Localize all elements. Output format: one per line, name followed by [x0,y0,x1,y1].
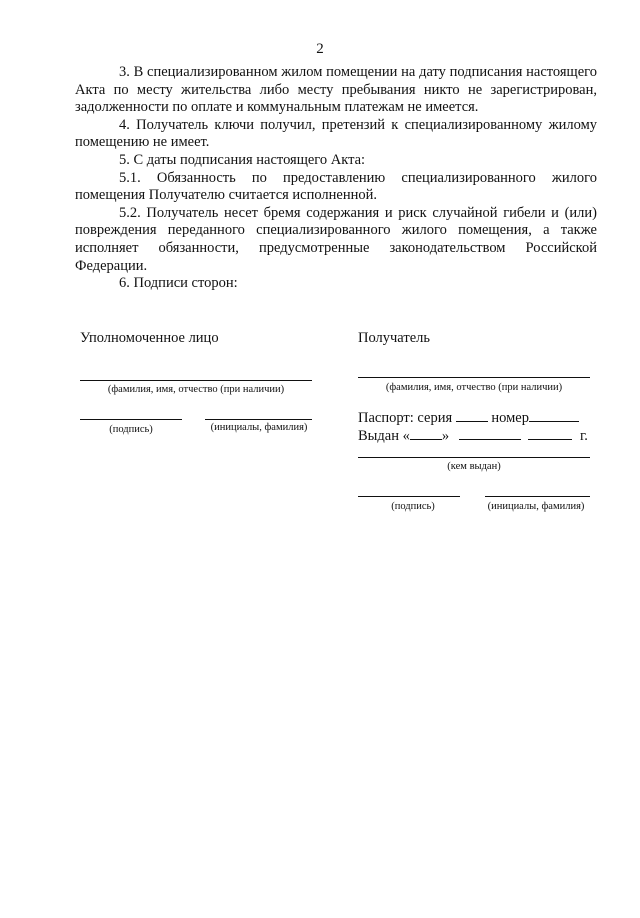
issued-month-blank [459,427,521,440]
authorized-fio-line [80,380,312,381]
page-number: 2 [316,41,324,57]
recipient-signature-caption: (подпись) [391,501,435,512]
recipient-initials-caption: (инициалы, фамилия) [487,501,585,512]
recipient-fio-line [358,377,590,378]
issued-by-line [358,457,590,458]
paragraph-4: 4. Получатель ключи получил, претензий к специализированному жилому помещению не имеет. [75,116,597,151]
paragraph-5: 5. С даты подписания настоящего Акта: [119,151,366,168]
authorized-initials-line [205,419,312,420]
passport-series-blank [456,409,488,422]
recipient-fio-caption: (фамилия, имя, отчество (при наличии) [385,382,563,393]
paragraph-6: 6. Подписи сторон: [119,275,238,292]
act-body [75,64,597,293]
issued-year-blank [528,427,572,440]
authorized-initials-caption: (инициалы, фамилия) [210,422,308,433]
authorized-signature-line [80,419,182,420]
issued-label: Выдан « [358,428,410,444]
passport-number-blank [529,409,579,422]
passport-number-label: номер [491,410,529,426]
paragraph-5-1: 5.1. Обязанность по предоставлению специализированного жилого помещения Получателю считается исполненной. [75,169,597,204]
issued-row [358,427,588,445]
recipient-signature-line [358,496,460,497]
issued-by-caption: (кем выдан) [447,461,501,472]
authorized-signature-caption: (подпись) [109,424,153,435]
passport-series-label: Паспорт: серия [358,410,453,426]
recipient-initials-line [485,496,590,497]
issued-day-blank [410,427,442,440]
authorized-person-title: Уполномоченное лицо [80,330,219,346]
paragraph-5-2: 5.2. Получатель несет бремя содержания и риск случайной гибели и (или) повреждения переданного специализированного жилого помещения, а также исполняет обязанности, предусмотренные законодательством Российской Федерации. [75,204,597,274]
issued-quote-close: » [441,428,450,444]
authorized-fio-caption: (фамилия, имя, отчество (при наличии) [107,384,285,395]
recipient-title: Получатель [358,330,430,346]
paragraph-3: 3. В специализированном жилом помещении на дату подписания настоящего Акта по месту жительства либо месту пребывания никто не зарегистрирован, задолженности по оплате и коммунальным платежам не имеется. [75,64,597,116]
passport-row [358,409,579,427]
year-suffix: г. [580,428,588,444]
